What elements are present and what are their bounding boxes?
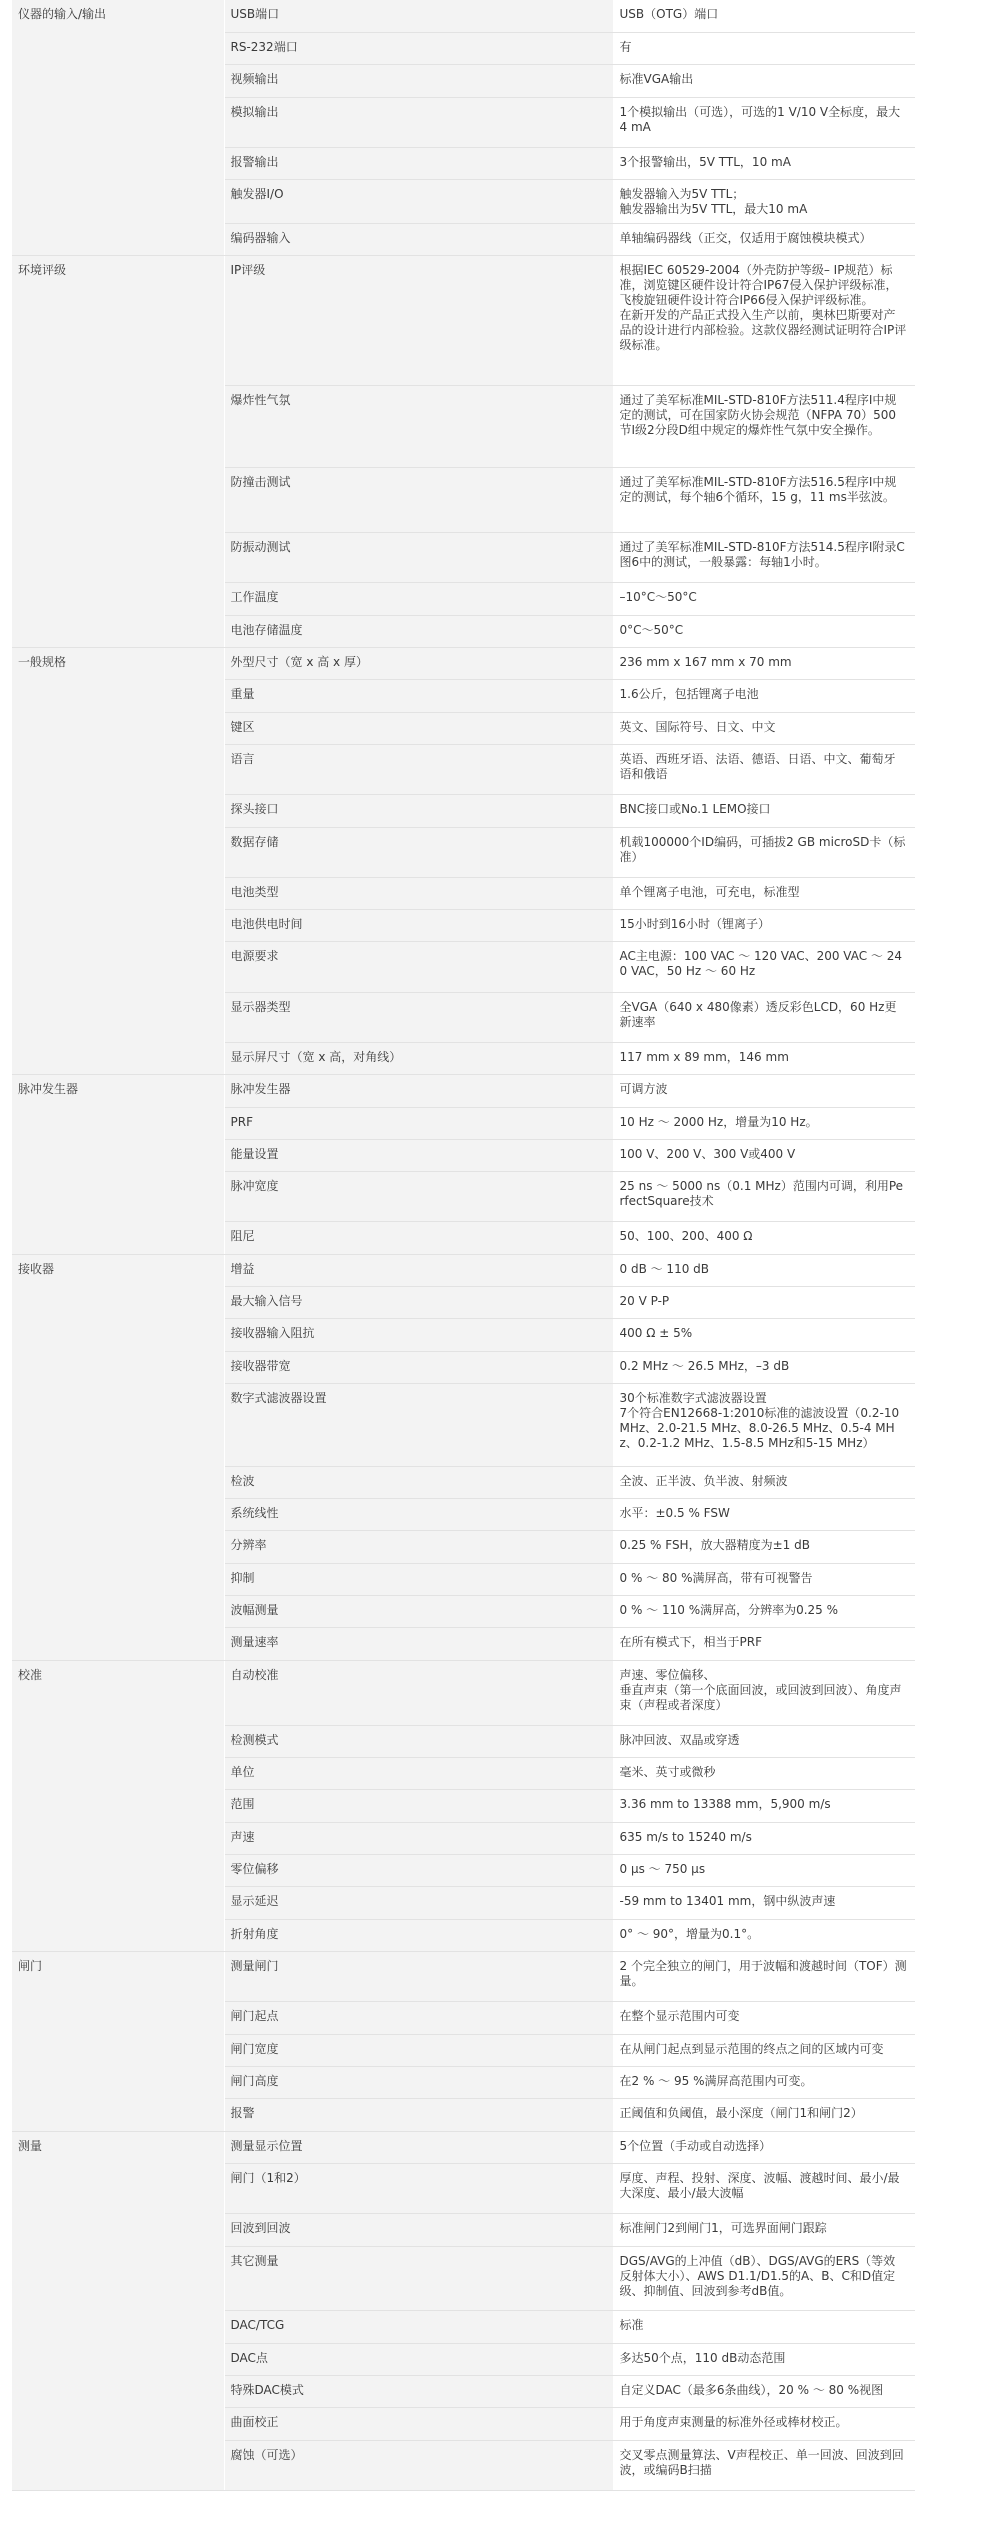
spec-param-value [613,992,915,1042]
spec-param-name: 其它测量 [224,2246,613,2311]
spec-value-line: 可调方波 [619,1082,668,1097]
spec-param-name: 特殊DAC模式 [224,2375,613,2407]
spec-param-value [613,385,915,468]
spec-param-value [613,795,915,827]
spec-value-line: BNC接口或No.1 LEMO接口 [619,802,771,817]
spec-param-value [613,712,915,744]
spec-param-value [613,1919,915,1951]
spec-param-name: 接收器输入阻抗 [224,1319,613,1351]
spec-param-value [613,745,915,795]
spec-param-name: USB端口 [224,0,613,32]
spec-param-name: RS-232端口 [224,32,613,64]
spec-param-name: 测量显示位置 [224,2131,613,2163]
spec-value-line: AC主电源：100 VAC ～ 120 VAC、200 VAC ～ 240 VAC，50 Hz ～ 60 Hz [619,949,903,979]
spec-table-body [12,0,915,2490]
spec-value-line: 触发器输入为5V TTL； [619,187,745,202]
spec-param-value [613,1660,915,1725]
spec-value-line: 英语、西班牙语、法语、德语、日语、中文、葡萄牙语和俄语 [619,752,896,782]
spec-param-name: 电池存储温度 [224,615,613,647]
spec-value-line: 0°C～50°C [619,622,684,637]
spec-group-label: 脉冲发生器 [12,1075,224,1255]
spec-param-value [613,2440,915,2490]
spec-param-value [613,942,915,992]
spec-value-line: 3.36 mm to 13388 mm，5,900 m/s [619,1797,831,1812]
spec-value-line: 全波、正半波、负半波、射频波 [619,1473,788,1488]
spec-value-line: 机载100000个ID编码，可插拔2 GB microSD卡（标准） [619,834,906,864]
spec-value-line: 用于角度声束测量的标准外径或棒材校正。 [619,2415,848,2430]
spec-group-label: 仪器的输入/输出 [12,0,224,256]
spec-param-value [613,1254,915,1286]
spec-param-value [613,2408,915,2440]
spec-param-value [613,1319,915,1351]
spec-param-name: 单位 [224,1757,613,1789]
spec-param-name: 闸门起点 [224,2002,613,2034]
spec-param-name: 视频输出 [224,65,613,97]
spec-value-line: 0 µs ～ 750 µs [619,1862,706,1876]
spec-value-line: 自定义DAC（最多6条曲线），20 % ～ 80 %视图 [619,2382,884,2397]
spec-param-name: 系统线性 [224,1499,613,1531]
spec-param-name: 零位偏移 [224,1855,613,1887]
spec-value-line: 标准闸门2到闸门1，可选界面闸门跟踪 [619,2221,827,2236]
spec-param-value [613,827,915,877]
spec-value-line: 垂直声束（第一个底面回波，或回波到回波）、角度声束（声程或者深度） [619,1682,902,1712]
spec-group-label: 接收器 [12,1254,224,1660]
spec-value-line: 0.2 MHz ～ 26.5 MHz，–3 dB [619,1358,790,1373]
spec-row [12,648,915,680]
spec-param-name: DAC/TCG [224,2311,613,2343]
spec-param-name: 显示器类型 [224,992,613,1042]
spec-value-line: 在所有模式下，相当于PRF [619,1635,762,1650]
spec-param-value [613,1075,915,1107]
spec-row [12,2131,915,2163]
spec-param-value [613,2214,915,2246]
spec-param-value [613,1596,915,1628]
spec-param-value [613,2002,915,2034]
spec-param-value [613,1563,915,1595]
spec-param-name: 阻尼 [224,1222,613,1254]
spec-value-line: –10°C～50°C [619,590,697,605]
spec-param-value [613,2311,915,2343]
spec-param-name: 键区 [224,712,613,744]
spec-param-value [613,97,915,147]
spec-param-name: 模拟输出 [224,97,613,147]
spec-param-value [613,1107,915,1139]
spec-param-name: 电池供电时间 [224,910,613,942]
spec-param-value [613,32,915,64]
spec-row [12,256,915,385]
spec-param-name: 脉冲宽度 [224,1172,613,1222]
spec-param-name: 腐蚀（可选） [224,2440,613,2490]
spec-param-value [613,1628,915,1660]
spec-param-value [613,1790,915,1822]
spec-param-value [613,468,915,533]
spec-value-line: 30个标准数字式滤波器设置 [619,1391,767,1406]
spec-param-value [613,1531,915,1563]
spec-param-value [613,2246,915,2311]
spec-row [12,1952,915,2002]
spec-param-name: 数字式滤波器设置 [224,1384,613,1467]
spec-param-name: 抑制 [224,1563,613,1595]
spec-param-name: 电池类型 [224,877,613,909]
spec-param-name: 报警 [224,2099,613,2131]
spec-param-value [613,1855,915,1887]
spec-param-value [613,1466,915,1498]
spec-value-line: 100 V、200 V、300 V或400 V [619,1146,796,1161]
spec-value-line: 单个锂离子电池，可充电，标准型 [619,884,800,899]
spec-param-value [613,0,915,32]
spec-param-name: 编码器输入 [224,224,613,256]
spec-value-line: 英文、国际符号、日文、中文 [619,719,776,734]
spec-param-name: 曲面校正 [224,2408,613,2440]
spec-param-value [613,680,915,712]
spec-value-line: USB（OTG）端口 [619,7,719,21]
spec-param-value [613,65,915,97]
spec-value-line: 在从闸门起点到显示范围的终点之间的区域内可变 [619,2041,884,2056]
spec-param-name: 范围 [224,1790,613,1822]
spec-param-value [613,224,915,256]
spec-group-label: 校准 [12,1660,224,1951]
spec-value-line: 通过了美军标准MIL-STD-810F方法514.5程序I附录C图6中的测试，一般暴露：每轴1小时。 [619,540,905,570]
spec-param-name: 重量 [224,680,613,712]
spec-param-name: 波幅测量 [224,1596,613,1628]
spec-value-line: 交叉零点测量算法、V声程校正、单一回波、回波到回波，或编码B扫描 [619,2447,904,2477]
spec-param-value [613,910,915,942]
spec-param-name: 显示屏尺寸（宽 x 高，对角线） [224,1042,613,1074]
spec-param-name: 外型尺寸（宽 x 高 x 厚） [224,648,613,680]
spec-param-name: 电源要求 [224,942,613,992]
spec-value-line: 117 mm x 89 mm，146 mm [619,1049,789,1064]
spec-param-name: 自动校准 [224,1660,613,1725]
spec-value-line: 635 m/s to 15240 m/s [619,1829,752,1844]
spec-param-value [613,2099,915,2131]
spec-param-name: PRF [224,1107,613,1139]
spec-value-line: 0 % ～ 110 %满屏高，分辨率为0.25 % [619,1603,839,1618]
spec-value-line: 10 Hz ～ 2000 Hz，增量为10 Hz。 [619,1114,818,1129]
spec-param-name: 最大输入信号 [224,1287,613,1319]
spec-value-line: 在新开发的产品正式投入生产以前，奥林巴斯要对产品的设计进行内部检验。这款仪器经测试证明符合IP评级标准。 [619,308,907,353]
spec-value-line: 毫米、英寸或微秒 [619,1764,716,1779]
spec-group-label: 测量 [12,2131,224,2490]
spec-param-name: 报警输出 [224,147,613,179]
spec-param-value [613,2375,915,2407]
spec-param-name: IP评级 [224,256,613,385]
spec-row [12,0,915,32]
spec-param-value [613,1887,915,1919]
spec-value-line: 根据IEC 60529-2004（外壳防护等级– IP规范）标准，浏览键区硬件设计符合IP67侵入保护评级标准，飞梭旋钮硬件设计符合IP66侵入保护评级标准。 [619,263,898,308]
spec-value-line: 通过了美军标准MIL-STD-810F方法516.5程序I中规定的测试，每个轴6个循环，15 g，11 ms半弦波。 [619,475,897,505]
spec-value-line: 多达50个点，110 dB动态范围 [619,2350,786,2365]
spec-param-value [613,1287,915,1319]
spec-param-value [613,2131,915,2163]
spec-param-value [613,1952,915,2002]
spec-param-name: 闸门（1和2） [224,2164,613,2214]
spec-value-line: 0.25 % FSH，放大器精度为±1 dB [619,1538,810,1553]
spec-param-value [613,1757,915,1789]
spec-value-line: 5个位置（手动或自动选择） [619,2138,772,2153]
spec-value-line: 声速、零位偏移、 [619,1667,716,1682]
spec-value-line: 在整个显示范围内可变 [619,2009,740,2024]
spec-param-value [613,1384,915,1467]
spec-value-line: 2 个完全独立的闸门，用于波幅和渡越时间（TOF）测量。 [619,1959,907,1989]
spec-param-name: 探头接口 [224,795,613,827]
spec-param-value [613,2034,915,2066]
spec-value-line: 单轴编码器线（正交，仅适用于腐蚀模块模式） [619,231,872,246]
spec-value-line: 25 ns ～ 5000 ns（0.1 MHz）范围内可调，利用PerfectSquare技术 [619,1179,904,1209]
spec-value-line: 标准 [619,2318,644,2333]
spec-value-line: 厚度、声程、投射、深度、波幅、渡越时间、最小/最大深度、最小/最大波幅 [619,2171,900,2201]
spec-param-name: 防振动测试 [224,533,613,583]
spec-param-name: 测量闸门 [224,1952,613,2002]
spec-value-line: DGS/AVG的上冲值（dB）、DGS/AVG的ERS（等效反射体大小）、AWS D1.1/D1.5的A、B、C和D值定级、抑制值、回波到参考dB值。 [619,2253,896,2298]
spec-value-line: 0 % ～ 80 %满屏高，带有可视警告 [619,1570,813,1585]
spec-param-name: DAC点 [224,2343,613,2375]
spec-param-value [613,1822,915,1854]
spec-value-line: 有 [619,39,632,54]
spec-table [12,0,915,2491]
spec-param-value [613,583,915,615]
spec-value-line: 3个报警输出，5V TTL，10 mA [619,154,791,169]
spec-param-name: 数据存储 [224,827,613,877]
spec-param-name: 脉冲发生器 [224,1075,613,1107]
spec-value-line: 标准VGA输出 [619,72,694,87]
spec-value-line: 400 Ω ± 5% [619,1326,693,1341]
spec-param-value [613,147,915,179]
spec-param-name: 工作温度 [224,583,613,615]
spec-row [12,1254,915,1286]
spec-param-value [613,180,915,224]
spec-param-name: 检测模式 [224,1725,613,1757]
spec-value-line: 7个符合EN12668-1:2010标准的滤波设置（0.2-10 MHz、2.0-21.5 MHz、8.0-26.5 MHz、0.5-4 MHz、0.2-1.2 MHz、1.5-8.5 MHz和5-15 MHz） [619,1406,900,1451]
spec-param-value [613,533,915,583]
spec-param-name: 声速 [224,1822,613,1854]
spec-row [12,1660,915,1725]
spec-param-value [613,615,915,647]
spec-value-line: 脉冲回波、双晶或穿透 [619,1732,740,1747]
spec-value-line: 正阈值和负阈值，最小深度（闸门1和闸门2） [619,2106,863,2121]
spec-param-value [613,1139,915,1171]
spec-param-value [613,2164,915,2214]
spec-value-line: 236 mm x 167 mm x 70 mm [619,655,792,669]
spec-value-line: 0 dB ～ 110 dB [619,1261,709,1276]
spec-param-value [613,2343,915,2375]
spec-param-name: 回波到回波 [224,2214,613,2246]
spec-param-name: 闸门高度 [224,2066,613,2098]
spec-param-value [613,256,915,385]
spec-group-label: 环境评级 [12,256,224,648]
spec-param-name: 检波 [224,1466,613,1498]
spec-value-line: 全VGA（640 x 480像素）透反彩色LCD，60 Hz更新速率 [619,999,897,1029]
spec-value-line: 15小时到16小时（锂离子） [619,917,771,932]
spec-value-line: 水平：±0.5 % FSW [619,1506,730,1521]
spec-value-line: 1.6公斤，包括锂离子电池 [619,687,759,702]
spec-param-value [613,648,915,680]
spec-value-line: 在2 % ～ 95 %满屏高范围内可变。 [619,2073,813,2088]
spec-param-name: 爆炸性气氛 [224,385,613,468]
spec-param-name: 触发器I/O [224,180,613,224]
spec-param-value [613,1351,915,1383]
spec-param-name: 增益 [224,1254,613,1286]
spec-param-name: 显示延迟 [224,1887,613,1919]
spec-value-line: 1个模拟输出（可选），可选的1 V/10 V全标度，最大4 mA [619,104,901,134]
spec-value-line: 触发器输出为5V TTL，最大10 mA [619,202,808,217]
spec-param-name: 语言 [224,745,613,795]
spec-group-label: 一般规格 [12,648,224,1075]
spec-param-name: 分辨率 [224,1531,613,1563]
spec-param-value [613,1725,915,1757]
spec-group-label: 闸门 [12,1952,224,2132]
spec-param-value [613,877,915,909]
spec-value-line: -59 mm to 13401 mm，钢中纵波声速 [619,1894,836,1909]
spec-value-line: 20 V P-P [619,1294,670,1309]
spec-param-value [613,1222,915,1254]
spec-param-value [613,1499,915,1531]
spec-param-name: 能量设置 [224,1139,613,1171]
spec-param-value [613,1042,915,1074]
spec-param-value [613,2066,915,2098]
spec-value-line: 0° ～ 90°，增量为0.1°。 [619,1926,760,1941]
spec-param-name: 折射角度 [224,1919,613,1951]
spec-param-name: 测量速率 [224,1628,613,1660]
spec-value-line: 50、100、200、400 Ω [619,1229,753,1244]
spec-row [12,1075,915,1107]
spec-param-name: 闸门宽度 [224,2034,613,2066]
spec-value-line: 通过了美军标准MIL-STD-810F方法511.4程序I中规定的测试，可在国家防火协会规范（NFPA 70）500节I级2分段D组中规定的爆炸性气氛中安全操作。 [619,392,897,437]
spec-param-name: 防撞击测试 [224,468,613,533]
spec-param-name: 接收器带宽 [224,1351,613,1383]
spec-param-value [613,1172,915,1222]
